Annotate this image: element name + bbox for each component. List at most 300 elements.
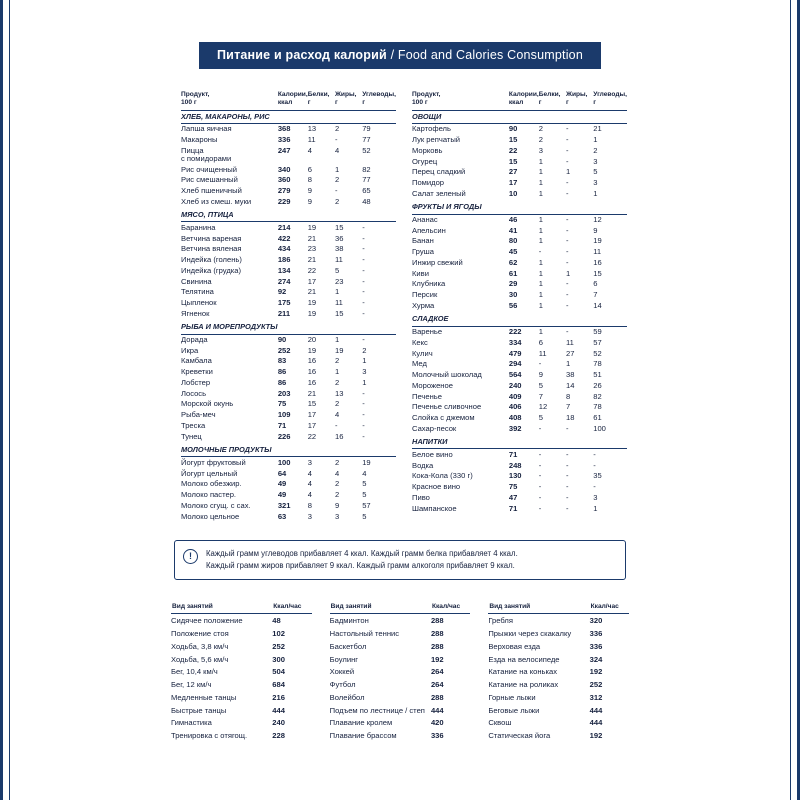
food-calories: 15 xyxy=(508,156,518,166)
food-carbs: 78 xyxy=(593,359,602,369)
food-fat: 2 xyxy=(334,479,340,489)
food-protein: 1 xyxy=(538,214,543,224)
food-protein: 12 xyxy=(538,402,548,412)
food-protein: 19 xyxy=(307,222,317,232)
table-row xyxy=(171,640,312,653)
food-fat: - xyxy=(565,214,569,224)
activity-name: Быстрые танцы xyxy=(171,705,227,715)
food-calories: 86 xyxy=(277,377,287,387)
food-calories: 334 xyxy=(508,337,522,347)
food-name: Дорада xyxy=(181,334,208,344)
table-row xyxy=(488,640,629,653)
table-row xyxy=(412,123,627,134)
table-row xyxy=(330,653,471,666)
table-row xyxy=(330,704,471,717)
food-name: Слойка с джемом xyxy=(412,413,475,422)
food-carbs: 5 xyxy=(362,511,367,521)
food-fat: - xyxy=(565,503,569,513)
table-row xyxy=(171,653,312,666)
activity-name: Ходьба, 3,8 км/ч xyxy=(171,641,229,651)
food-protein: 1 xyxy=(538,236,543,246)
food-name: Морковь xyxy=(412,145,443,155)
food-name: Камбала xyxy=(181,356,212,366)
food-protein: 4 xyxy=(307,145,312,155)
food-carbs: 12 xyxy=(593,214,602,224)
food-calories: 279 xyxy=(277,186,291,195)
food-name: Инжир свежий xyxy=(412,257,463,267)
food-name: Хлеб из смеш. муки xyxy=(181,196,252,206)
food-name: Лапша яичная xyxy=(181,124,232,134)
table-row xyxy=(412,380,627,391)
food-calories: 203 xyxy=(277,388,291,398)
food-name: Огурец xyxy=(412,156,438,166)
food-fat: 14 xyxy=(565,380,575,390)
food-carbs: 6 xyxy=(593,279,598,289)
note-line-2: Каждый грамм жиров прибавляет 9 ккал. Каждый грамм алкоголя прибавляет 9 ккал. xyxy=(206,560,515,570)
food-name: Клубника xyxy=(412,279,446,289)
table-row xyxy=(181,287,396,298)
table-row xyxy=(181,468,396,479)
food-name: Мед xyxy=(412,359,427,369)
activity-rate: 444 xyxy=(589,718,603,728)
table-row xyxy=(488,717,629,730)
food-protein: 19 xyxy=(307,308,317,318)
food-carbs: 19 xyxy=(593,236,602,246)
food-name: Груша xyxy=(412,247,434,257)
table-row xyxy=(412,326,627,337)
food-name: Йогурт цельный xyxy=(181,468,238,478)
table-row xyxy=(330,640,471,653)
food-name: Молоко цельное xyxy=(181,511,240,521)
food-carbs: - xyxy=(593,449,596,459)
table-row xyxy=(412,214,627,225)
food-fat: 2 xyxy=(334,490,340,500)
activity-rate: 684 xyxy=(272,680,285,690)
activity-rate: 444 xyxy=(589,705,603,715)
food-calories: 294 xyxy=(508,359,522,369)
food-carbs: - xyxy=(362,431,365,441)
table-row xyxy=(412,359,627,370)
food-protein: 9 xyxy=(538,370,543,379)
food-fat: - xyxy=(565,135,569,145)
food-section-header xyxy=(181,207,396,222)
food-fat: - xyxy=(565,290,569,300)
table-row xyxy=(412,290,627,301)
food-carbs: - xyxy=(362,255,365,265)
food-calories: 61 xyxy=(508,268,518,278)
food-calories: 75 xyxy=(508,482,518,492)
col-header-carbs: Углеводы, г xyxy=(362,91,396,106)
food-calories: 83 xyxy=(277,356,287,366)
food-fat: - xyxy=(565,449,569,459)
food-carbs: 21 xyxy=(593,124,602,134)
food-name: Рыба-меч xyxy=(181,410,216,420)
activity-name: Бадминтон xyxy=(329,616,369,626)
note-line-1: Каждый грамм углеводов прибавляет 4 ккал. Каждый грамм белка прибавляет 4 ккал. xyxy=(206,548,518,558)
activity-header-rate-3: Ккал/час xyxy=(590,603,619,611)
activity-header-rate-1: Ккал/час xyxy=(273,603,302,611)
food-protein: - xyxy=(538,471,542,481)
food-fat: 2 xyxy=(334,377,340,387)
col-header-calories-2: Калории, ккал xyxy=(508,91,539,106)
activity-name: Сидячее положение xyxy=(171,616,243,626)
food-carbs: 9 xyxy=(593,225,598,235)
food-name: Ветчина вареная xyxy=(181,233,242,243)
activity-name: Хоккей xyxy=(329,667,355,677)
table-row xyxy=(181,500,396,511)
food-protein: 22 xyxy=(307,265,317,275)
activity-name: Гребля xyxy=(488,616,513,626)
food-calories: 247 xyxy=(277,145,291,155)
food-protein: 1 xyxy=(538,156,543,166)
food-protein: 16 xyxy=(307,377,317,387)
food-fat: 1 xyxy=(334,287,340,297)
activity-table-2 xyxy=(330,602,471,742)
activity-rate: 252 xyxy=(272,641,285,651)
table-row xyxy=(330,614,471,627)
food-calories: 80 xyxy=(508,236,518,246)
food-section-header xyxy=(412,199,627,214)
food-name: Водка xyxy=(412,460,434,470)
food-calories: 92 xyxy=(277,287,287,297)
food-name: Индейка (грудка) xyxy=(181,265,242,275)
activity-name: Тренировка с отягощ. xyxy=(171,731,248,741)
food-calories: 240 xyxy=(508,380,522,390)
food-section-label: МОЛОЧНЫЕ ПРОДУКТЫ xyxy=(181,445,272,455)
food-protein: 3 xyxy=(307,511,312,521)
col-header-carbs-2: Углеводы, г xyxy=(593,91,627,106)
table-row xyxy=(488,627,629,640)
food-name: Печенье сливочное xyxy=(412,402,482,412)
food-name: Апельсин xyxy=(412,225,446,235)
food-name: Ягненок xyxy=(181,308,210,318)
food-protein: 16 xyxy=(307,367,317,377)
food-protein: 4 xyxy=(307,479,312,489)
food-section-header xyxy=(181,319,396,334)
food-name: Хлеб пшеничный xyxy=(181,186,242,195)
food-fat: - xyxy=(565,178,569,188)
food-fat: 2 xyxy=(334,124,340,134)
food-calories: 214 xyxy=(277,222,291,232)
food-calories: 90 xyxy=(277,334,287,344)
food-name: Перец сладкий xyxy=(412,167,466,177)
food-name: Пиво xyxy=(412,492,430,502)
food-protein: 19 xyxy=(307,345,317,355)
food-calories: 109 xyxy=(277,410,291,420)
food-protein: 4 xyxy=(307,490,312,500)
food-protein: 21 xyxy=(307,287,317,297)
food-fat: 3 xyxy=(334,511,340,521)
food-protein: 1 xyxy=(538,327,543,336)
food-protein: 1 xyxy=(538,300,543,310)
food-fat: - xyxy=(565,188,569,198)
food-calories: 406 xyxy=(508,402,522,412)
food-calories: 130 xyxy=(508,471,522,481)
food-name: Цыпленок xyxy=(181,298,217,308)
food-name: Йогурт фруктовый xyxy=(181,457,246,467)
food-name: Ананас xyxy=(412,214,438,224)
food-name: Мороженое xyxy=(412,380,453,390)
food-calories: 15 xyxy=(508,135,518,145)
activity-name: Езда на велосипеде xyxy=(488,654,560,664)
food-calories: 46 xyxy=(508,214,518,224)
activity-header-name-3: Вид занятий xyxy=(489,603,531,611)
table-row xyxy=(412,135,627,146)
table-row xyxy=(412,301,627,312)
food-calories: 422 xyxy=(277,233,291,243)
table-row xyxy=(181,145,396,164)
table-row xyxy=(181,334,396,345)
table-row xyxy=(412,348,627,359)
food-fat: - xyxy=(565,482,569,492)
food-carbs: 78 xyxy=(593,402,602,412)
col-header-fat: Жиры, г xyxy=(334,91,357,106)
activity-name: Волейбол xyxy=(329,692,365,702)
activity-rate: 252 xyxy=(589,680,603,690)
food-protein: 21 xyxy=(307,255,317,265)
food-protein: 6 xyxy=(538,337,543,347)
food-section-header xyxy=(412,311,627,326)
food-fat: - xyxy=(565,225,569,235)
page-title-en: Food and Calories Consumption xyxy=(397,48,583,62)
food-section-label: РЫБА И МОРЕПРОДУКТЫ xyxy=(181,322,278,332)
activity-body-3 xyxy=(488,614,629,742)
activity-rate: 336 xyxy=(430,731,444,741)
food-fat: - xyxy=(565,257,569,267)
table-row xyxy=(488,691,629,704)
food-name: Макароны xyxy=(181,135,218,145)
food-carbs: - xyxy=(593,482,596,492)
food-name: Молоко сгущ. с сах. xyxy=(181,500,251,510)
food-carbs: 5 xyxy=(362,479,367,489)
activity-rate: 264 xyxy=(430,667,444,677)
table-row xyxy=(488,729,629,742)
food-carbs: - xyxy=(362,244,365,254)
food-calories: 392 xyxy=(508,423,522,433)
food-name: Варенье xyxy=(412,327,443,336)
food-calories: 27 xyxy=(508,167,518,177)
food-calories: 64 xyxy=(277,468,287,478)
food-protein: 20 xyxy=(307,334,317,344)
activity-rate: 192 xyxy=(589,667,603,677)
table-row xyxy=(181,388,396,399)
food-fat: - xyxy=(334,135,338,145)
food-fat: 1 xyxy=(334,334,340,344)
table-row xyxy=(171,614,312,627)
table-row xyxy=(171,691,312,704)
food-name: Хурма xyxy=(412,300,435,310)
food-fat: 27 xyxy=(565,348,575,358)
food-carbs: 2 xyxy=(593,145,598,155)
table-row xyxy=(171,678,312,691)
food-calories: 134 xyxy=(277,265,291,275)
food-carbs: - xyxy=(362,287,365,297)
activity-column-2 xyxy=(330,602,471,742)
food-fat: 8 xyxy=(565,391,571,401)
food-fat: 1 xyxy=(565,167,571,177)
food-fat: - xyxy=(334,420,338,430)
table-row xyxy=(412,258,627,269)
food-calories: 321 xyxy=(277,500,291,510)
activity-header-rate-2: Ккал/час xyxy=(431,603,461,611)
activity-name: Катание на коньках xyxy=(488,667,558,677)
table-row xyxy=(181,186,396,197)
food-carbs: 52 xyxy=(593,348,602,358)
activity-rate: 420 xyxy=(430,718,444,728)
table-row xyxy=(171,729,312,742)
activity-name: Подъем по лестнице / степ xyxy=(329,705,425,715)
table-row xyxy=(181,410,396,421)
food-calories: 90 xyxy=(508,124,518,134)
table-row xyxy=(181,244,396,255)
note-area xyxy=(3,540,797,580)
food-calories: 30 xyxy=(508,290,518,300)
food-section-header xyxy=(412,110,627,123)
food-calories: 100 xyxy=(277,457,291,467)
food-calories: 29 xyxy=(508,279,518,289)
note-text xyxy=(206,548,518,571)
food-name: Кекс xyxy=(412,337,428,347)
activity-rate: 336 xyxy=(589,641,603,651)
food-protein: 2 xyxy=(538,124,543,134)
table-row xyxy=(181,479,396,490)
table-row xyxy=(181,378,396,389)
activity-name: Медленные танцы xyxy=(171,692,237,702)
food-calories: 222 xyxy=(508,327,522,336)
food-calories: 479 xyxy=(508,348,522,358)
table-row xyxy=(181,431,396,442)
title-area xyxy=(3,0,797,69)
food-carbs: - xyxy=(362,233,365,243)
table-row xyxy=(181,421,396,432)
activity-rate: 192 xyxy=(430,654,444,664)
table-row xyxy=(171,665,312,678)
table-row xyxy=(412,413,627,424)
activity-name: Плавание брассом xyxy=(329,731,397,741)
food-fat: - xyxy=(565,471,569,481)
food-carbs: 14 xyxy=(593,300,602,310)
col-header-protein: Белки, г xyxy=(307,91,330,106)
food-name: Красное вино xyxy=(412,482,461,492)
food-protein: 9 xyxy=(307,196,312,206)
table-row xyxy=(330,627,471,640)
food-fat: 19 xyxy=(334,345,344,355)
table-row xyxy=(412,268,627,279)
food-carbs: 48 xyxy=(362,196,371,206)
activities-tables xyxy=(3,602,797,742)
food-carbs: - xyxy=(593,460,596,470)
food-name: Молочный шоколад xyxy=(412,370,482,379)
food-calories: 63 xyxy=(277,511,287,521)
food-carbs: 3 xyxy=(593,492,598,502)
activity-name: Ходьба, 5,6 км/ч xyxy=(171,654,229,664)
table-row xyxy=(412,503,627,514)
food-column-right xyxy=(412,91,627,522)
food-name: Помидор xyxy=(412,178,445,188)
activity-name: Футбол xyxy=(329,680,356,690)
food-protein: 5 xyxy=(538,413,543,422)
food-calories: 360 xyxy=(277,175,291,185)
activity-rate: 288 xyxy=(430,616,444,626)
table-row xyxy=(181,457,396,468)
activity-name: Статическая йога xyxy=(488,731,551,741)
food-fat: 11 xyxy=(334,298,343,308)
food-protein: 5 xyxy=(538,380,543,390)
food-protein: 17 xyxy=(307,420,317,430)
activity-name: Бег, 12 км/ч xyxy=(171,680,212,690)
food-protein: 1 xyxy=(538,188,543,198)
food-fat: - xyxy=(565,247,569,257)
table-row xyxy=(330,729,471,742)
food-protein: 1 xyxy=(538,279,543,289)
food-fat: 18 xyxy=(565,413,575,422)
food-name: Кока-Кола (330 г) xyxy=(412,471,473,481)
activity-rate: 192 xyxy=(589,731,603,741)
food-protein: 17 xyxy=(307,276,317,286)
food-carbs: - xyxy=(362,308,365,318)
food-calories: 186 xyxy=(277,255,291,265)
food-column-left xyxy=(181,91,396,522)
food-carbs: - xyxy=(362,410,365,420)
food-protein: 4 xyxy=(307,468,312,478)
table-row xyxy=(488,704,629,717)
food-carbs: 1 xyxy=(593,188,598,198)
food-fat: 1 xyxy=(565,359,571,369)
activity-rate: 288 xyxy=(430,628,444,638)
food-section-label: НАПИТКИ xyxy=(412,437,448,447)
table-row xyxy=(412,178,627,189)
activity-rate: 288 xyxy=(430,641,444,651)
food-protein: 11 xyxy=(538,348,547,358)
col-header-calories: Калории, ккал xyxy=(277,91,308,106)
food-section-label: ХЛЕБ, МАКАРОНЫ, РИС xyxy=(181,111,270,121)
food-fat: - xyxy=(565,423,569,433)
food-name: Треска xyxy=(181,420,206,430)
activity-table-3 xyxy=(488,602,629,742)
activity-rate: 300 xyxy=(272,654,285,664)
food-fat: 2 xyxy=(334,399,340,409)
activity-rate: 324 xyxy=(589,654,603,664)
table-row xyxy=(412,225,627,236)
food-fat: 9 xyxy=(334,500,340,510)
table-row xyxy=(412,167,627,178)
food-carbs: 1 xyxy=(593,135,598,145)
left-rule xyxy=(9,0,10,800)
food-name: Белое вино xyxy=(412,449,453,459)
food-carbs: 65 xyxy=(362,186,371,195)
food-carbs: 82 xyxy=(362,164,371,174)
food-carbs: 15 xyxy=(593,268,602,278)
food-carbs: 2 xyxy=(362,345,367,355)
food-body-left xyxy=(181,110,396,522)
activity-column-3 xyxy=(488,602,629,742)
food-carbs: - xyxy=(362,388,365,398)
activity-body-1 xyxy=(171,614,312,742)
food-calories: 62 xyxy=(508,257,518,267)
activity-rate: 336 xyxy=(589,628,603,638)
food-protein: - xyxy=(538,460,542,470)
col-header-protein-2: Белки, г xyxy=(538,91,561,106)
food-fat: 16 xyxy=(334,431,344,441)
food-calories: 71 xyxy=(508,503,518,513)
food-carbs: - xyxy=(362,399,365,409)
food-carbs: 100 xyxy=(593,423,606,433)
food-name: Персик xyxy=(412,290,438,300)
food-protein: 13 xyxy=(307,124,317,134)
table-row xyxy=(181,490,396,501)
table-row xyxy=(181,399,396,410)
food-protein: 1 xyxy=(538,290,543,300)
